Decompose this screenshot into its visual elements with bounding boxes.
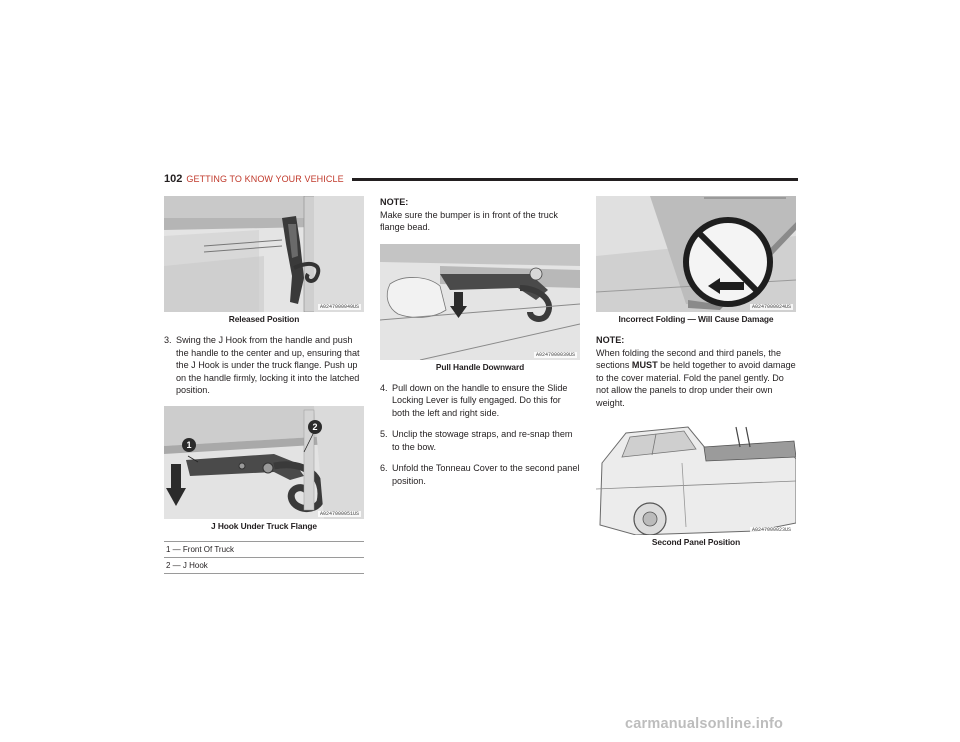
note-text-part: When folding the second and third panels, the sections xyxy=(596,347,782,370)
second-panel-illustration xyxy=(596,419,796,535)
watermark: carmanualsonline.info xyxy=(625,716,784,732)
step-number: 4. xyxy=(380,382,388,393)
figure-code: A0247000023US xyxy=(751,527,791,533)
step-6 xyxy=(380,462,580,487)
step-number: 5. xyxy=(380,429,388,439)
note-text xyxy=(596,347,796,410)
header-rule xyxy=(352,178,798,181)
step-5 xyxy=(380,428,580,453)
column-3 xyxy=(596,196,796,557)
step-number: 3. xyxy=(164,335,172,345)
note-emphasis: MUST xyxy=(631,360,658,370)
figure-incorrect-folding xyxy=(596,196,796,312)
j-hook-illustration xyxy=(164,406,364,519)
caption-incorrect-folding: Incorrect Folding — Will Cause Damage xyxy=(618,314,774,324)
released-position-illustration xyxy=(164,196,364,312)
column-1 xyxy=(164,196,364,574)
section-title: GETTING TO KNOW YOUR VEHICLE xyxy=(186,174,344,184)
caption-pull-handle: Pull Handle Downward xyxy=(435,361,525,372)
step-number: 6. xyxy=(380,463,388,473)
figure-code: A0247000051US xyxy=(319,510,359,517)
figure-code: A0247000049US xyxy=(319,304,359,310)
note-folding xyxy=(596,334,796,409)
figure-code: A0247000039US xyxy=(535,351,575,358)
caption-j-hook: J Hook Under Truck Flange xyxy=(211,520,317,531)
prohibited-icon xyxy=(686,220,770,304)
figure-second-panel xyxy=(596,419,796,535)
step-text: Unclip the stowage straps, and re-snap them to the bow. xyxy=(392,429,573,452)
column-2 xyxy=(380,196,580,496)
figure-pull-handle xyxy=(380,244,580,360)
page-header xyxy=(164,172,798,186)
page-number: 102 xyxy=(164,173,183,185)
step-text: Swing the J Hook from the handle and push the handle to the center and up, ensuring that the J Hook is under the truck flange. Push up on the handle firmly, locking it into the latched position. xyxy=(176,335,360,395)
pull-handle-illustration xyxy=(380,244,580,360)
note-text-part: be held together to avoid damage to the cover material. Fold the panel gently. Do not allow the panels to drop under their own weight. xyxy=(596,360,796,408)
note-text: Make sure the bumper is in front of the truck flange bead. xyxy=(380,209,558,232)
step-text: Unfold the Tonneau Cover to the second panel position. xyxy=(392,463,580,486)
legend-item: 1 — Front Of Truck xyxy=(164,541,364,558)
caption-released-position: Released Position xyxy=(228,314,300,324)
step-3 xyxy=(164,334,364,397)
step-4 xyxy=(380,382,580,420)
figure-code: A0247000024US xyxy=(751,304,791,310)
figure-legend xyxy=(164,541,364,574)
step-text: Pull down on the handle to ensure the Slide Locking Lever is fully engaged. Do this for both the left and right side. xyxy=(392,382,568,418)
figure-j-hook xyxy=(164,406,364,519)
callout-2: 2 xyxy=(308,420,322,434)
figure-released-position xyxy=(164,196,364,312)
note-title: NOTE: xyxy=(596,335,625,345)
note-bumper xyxy=(380,196,580,234)
legend-item: 2 — J Hook xyxy=(164,558,364,574)
incorrect-folding-illustration xyxy=(596,196,796,312)
note-title: NOTE: xyxy=(380,197,409,207)
caption-second-panel: Second Panel Position xyxy=(651,537,741,547)
callout-1: 1 xyxy=(182,438,196,452)
